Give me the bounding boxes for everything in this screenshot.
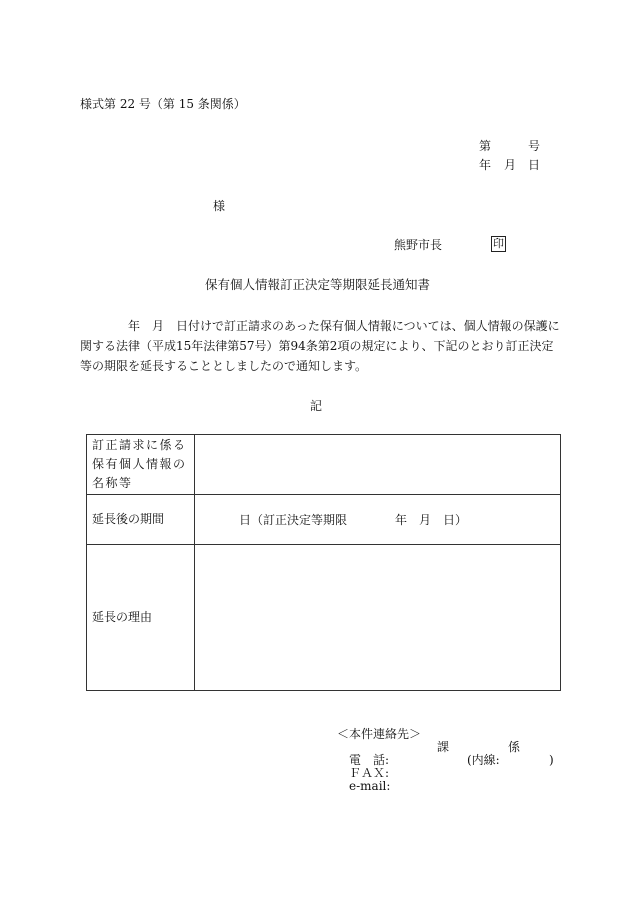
date-year: 年 (479, 158, 492, 172)
document-number-suffix: 号 (528, 139, 541, 153)
form-number: 様式第 22 号（第 15 条関係） (80, 97, 246, 111)
date-day: 日 (528, 158, 541, 172)
table-row (87, 495, 561, 545)
extension-close: ) (549, 753, 554, 767)
row-value-extension-reason (195, 545, 561, 691)
row-value-extended-period: 日（訂正決定等期限 年 月 日） (195, 495, 561, 545)
table-row (87, 545, 561, 691)
row-label-record-name (87, 435, 195, 495)
ki-marker: 記 (310, 399, 323, 413)
subsection-label: 係 (508, 740, 521, 754)
fax-label: ＦＡＸ: (349, 766, 390, 780)
sender-name: 熊野市長 (394, 238, 443, 252)
row-label-extension-reason: 延長の理由 (87, 545, 195, 691)
extension-label: (内線: (467, 753, 500, 767)
date-month: 月 (504, 158, 517, 172)
row-value-record-name (195, 435, 561, 495)
body-paragraph: 年 月 日付けで訂正請求のあった保有個人情報については、個人情報の保護に関する法律（平成15年法律第57号）第94条第2項の規定により、下記のとおり訂正決定等の期限を延長することとしましたので通知します。 (80, 319, 560, 373)
section-label: 課 (437, 740, 450, 754)
label-line: 訂正請求に係る (92, 438, 187, 452)
label-line: 名称等 (92, 476, 133, 490)
phone-label: 電 話: (349, 753, 390, 767)
contact-block (337, 727, 554, 793)
table-row (87, 435, 561, 495)
label-line: 保有個人情報の (92, 457, 187, 471)
document-title: 保有個人情報訂正決定等期限延長通知書 (205, 277, 431, 292)
document-number-label: 第 (479, 139, 492, 153)
contact-email-line (337, 780, 421, 793)
recipient-honorific: 様 (213, 199, 226, 213)
email-label: e-mail: (349, 779, 391, 793)
info-table (86, 434, 561, 691)
seal-stamp: 印 (493, 237, 504, 250)
contact-heading: ＜本件連絡先＞ (337, 727, 422, 741)
row-label-extended-period: 延長後の期間 (87, 495, 195, 545)
